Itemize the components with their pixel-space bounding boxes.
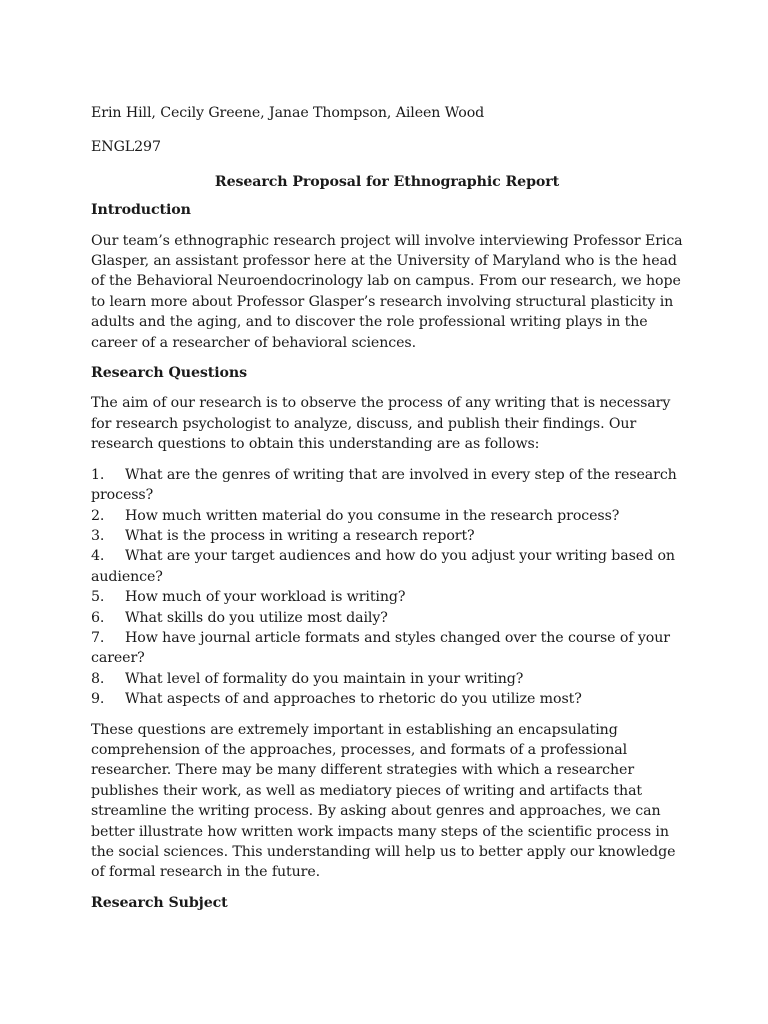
question-number: 3. — [91, 527, 105, 544]
authors-line: Erin Hill, Cecily Greene, Janae Thompson, Aileen Wood — [91, 105, 485, 121]
question-item — [91, 546, 683, 587]
question-item — [91, 526, 683, 546]
research-questions-heading: Research Questions — [91, 365, 247, 382]
question-text: What are the genres of writing that are involved in every step of the research process? — [91, 466, 677, 504]
question-item — [91, 669, 683, 689]
research-subject-heading: Research Subject — [91, 894, 228, 911]
question-item — [91, 689, 683, 709]
question-item — [91, 506, 683, 526]
question-item — [91, 608, 683, 628]
document-title: Research Proposal for Ethnographic Report — [214, 173, 560, 190]
introduction-heading: Introduction — [91, 202, 191, 219]
question-number: 7. — [91, 629, 105, 646]
introduction-paragraph: Our team’s ethnographic research project will involve interviewing Professor Erica Glasper, an assistant professor here at the University of Maryland who is the head of the Behavioral Neuroendocrinology lab on campus. From our research, we hope to learn more about Professor Glasper’s research involving structural plasticity in adults and the aging, and to discover the role professional writing plays in the career of a researcher of behavioral sciences. — [91, 232, 683, 351]
question-item — [91, 587, 683, 607]
question-text: How much written material do you consume in the research process? — [125, 507, 620, 524]
course-code: ENGL297 — [91, 139, 161, 156]
question-number: 4. — [91, 548, 105, 565]
question-number: 8. — [91, 670, 105, 687]
question-text: What aspects of and approaches to rhetoric do you utilize most? — [125, 691, 582, 708]
question-number: 1. — [91, 466, 105, 483]
research-questions-conclusion: These questions are extremely important in establishing an encapsulating comprehension of the approaches, processes, and formats of a professional researcher. There may be many different strategies with which a researcher publishes their work, as well as mediatory pieces of writing and artifacts that streamline the writing process. By asking about genres and approaches, we can better illustrate how written work impacts many steps of the scientific process in the social sciences. This understanding will help us to better apply our knowledge of formal research in the future. — [91, 721, 676, 881]
question-number: 9. — [91, 691, 105, 708]
question-number: 2. — [91, 507, 105, 524]
question-text: How much of your workload is writing? — [125, 589, 406, 606]
question-text: What are your target audiences and how do you adjust your writing based on audience? — [91, 548, 675, 585]
research-questions-list — [91, 465, 683, 710]
document-page — [91, 103, 683, 923]
question-text: What level of formality do you maintain in your writing? — [125, 670, 524, 687]
question-text: How have journal article formats and styles changed over the course of your career? — [91, 629, 670, 667]
question-text: What skills do you utilize most daily? — [125, 609, 388, 626]
question-item — [91, 628, 683, 669]
research-questions-intro: The aim of our research is to observe the process of any writing that is necessary for research psychologist to analyze, discuss, and publish their findings. Our research questions to obtain this understanding are as follows: — [91, 395, 671, 453]
question-item — [91, 465, 683, 506]
question-text: What is the process in writing a research report? — [125, 527, 475, 544]
question-number: 5. — [91, 589, 105, 606]
question-number: 6. — [91, 609, 105, 626]
